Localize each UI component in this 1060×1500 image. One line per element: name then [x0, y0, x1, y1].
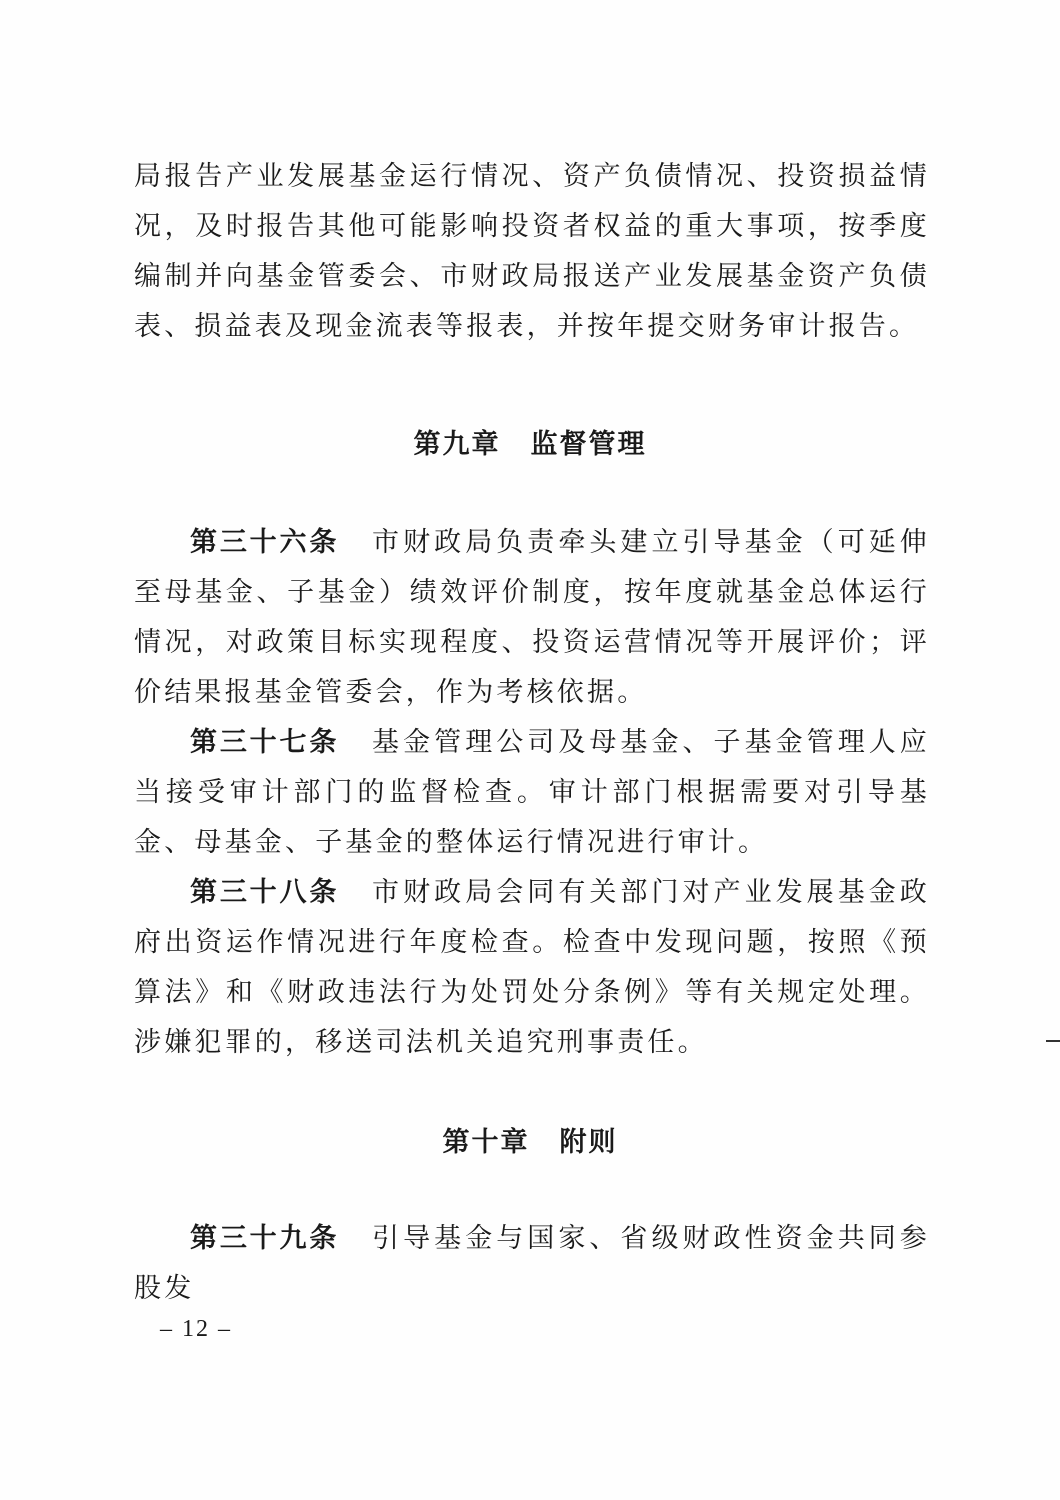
article-text: 引导基金与国家、省级财政性资金共同参股发 [134, 1223, 930, 1304]
article-label: 第三十八条 [190, 877, 340, 908]
article-38 [134, 868, 930, 1068]
chapter-heading-ten [0, 1120, 1060, 1159]
edge-mark [1046, 1040, 1060, 1042]
chapter-title: 附则 [559, 1127, 618, 1158]
chapter-number: 第九章 [413, 429, 501, 460]
article-label: 第三十七条 [190, 727, 340, 758]
article-text: 市财政局负责牵头建立引导基金（可延伸至母基金、子基金）绩效评价制度，按年度就基金总体运行情况，对政策目标实现程度、投资运营情况等开展评价；评价结果报基金管委会，作为考核依据。 [134, 527, 930, 708]
article-label: 第三十九条 [190, 1223, 340, 1254]
continuation-paragraph: 局报告产业发展基金运行情况、资产负债情况、投资损益情况，及时报告其他可能影响投资者权益的重大事项，按季度编制并向基金管委会、市财政局报送产业发展基金资产负债表、损益表及现金流表等报表，并按年提交财务审计报告。 [134, 161, 930, 342]
article-text: 市财政局会同有关部门对产业发展基金政府出资运作情况进行年度检查。检查中发现问题，按照《预算法》和《财政违法行为处罚处分条例》等有关规定处理。涉嫌犯罪的，移送司法机关追究刑事责任。 [134, 877, 930, 1058]
article-text: 基金管理公司及母基金、子基金管理人应当接受审计部门的监督检查。审计部门根据需要对引导基金、母基金、子基金的整体运行情况进行审计。 [134, 727, 930, 858]
chapter-title: 监督管理 [530, 429, 647, 460]
chapter-heading-nine [0, 422, 1060, 461]
article-36 [134, 518, 930, 718]
article-39 [134, 1214, 930, 1314]
chapter-nine-articles [134, 518, 930, 1068]
article-label: 第三十六条 [190, 527, 340, 558]
article-37 [134, 718, 930, 868]
page-number: – 12 – [160, 1316, 232, 1342]
chapter-ten-articles [134, 1214, 930, 1314]
continuation-block [134, 152, 930, 352]
chapter-number: 第十章 [442, 1127, 530, 1158]
